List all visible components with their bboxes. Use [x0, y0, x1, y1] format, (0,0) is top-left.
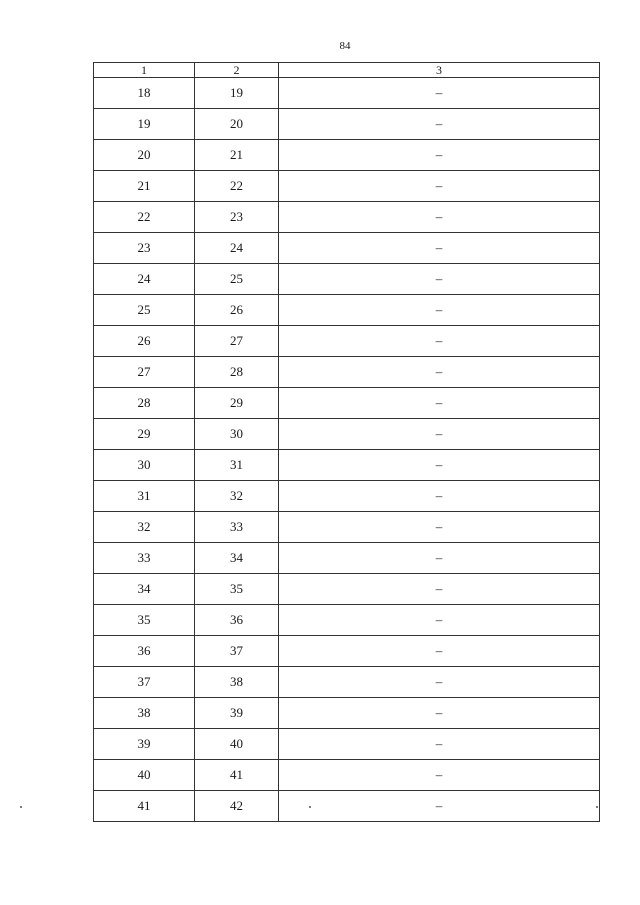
table-row: [94, 233, 600, 264]
cell-col-2: 28: [195, 357, 279, 388]
table-row: [94, 698, 600, 729]
cell-col-1: 21: [94, 171, 195, 202]
table-row: [94, 450, 600, 481]
cell-col-1: 20: [94, 140, 195, 171]
cell-col-2: 39: [195, 698, 279, 729]
cell-col-1: 22: [94, 202, 195, 233]
table-row: [94, 326, 600, 357]
cell-col-2: 21: [195, 140, 279, 171]
cell-col-1: 34: [94, 574, 195, 605]
cell-col-3: –: [279, 326, 600, 357]
cell-col-2: 40: [195, 729, 279, 760]
cell-col-2: 30: [195, 419, 279, 450]
cell-col-3: –: [279, 636, 600, 667]
cell-col-3: –: [279, 109, 600, 140]
cell-col-2: 31: [195, 450, 279, 481]
scan-speck: [596, 806, 598, 808]
cell-col-3: –: [279, 698, 600, 729]
cell-col-3: –: [279, 729, 600, 760]
cell-col-1: 35: [94, 605, 195, 636]
cell-col-1: 41: [94, 791, 195, 822]
cell-col-1: 40: [94, 760, 195, 791]
cell-col-1: 24: [94, 264, 195, 295]
table-row: [94, 140, 600, 171]
cell-col-2: 32: [195, 481, 279, 512]
cell-col-1: 38: [94, 698, 195, 729]
cell-col-2: 27: [195, 326, 279, 357]
cell-col-3: –: [279, 481, 600, 512]
cell-col-3: –: [279, 419, 600, 450]
cell-col-1: 36: [94, 636, 195, 667]
data-table: [93, 62, 600, 822]
cell-col-1: 37: [94, 667, 195, 698]
cell-col-1: 31: [94, 481, 195, 512]
cell-col-2: 34: [195, 543, 279, 574]
cell-col-3: –: [279, 574, 600, 605]
cell-col-2: 35: [195, 574, 279, 605]
cell-col-1: 28: [94, 388, 195, 419]
table-row: [94, 295, 600, 326]
column-header-2: 2: [195, 63, 279, 78]
table-header: [94, 63, 600, 78]
cell-col-2: 36: [195, 605, 279, 636]
cell-col-1: 30: [94, 450, 195, 481]
table-row: [94, 357, 600, 388]
scan-speck: [309, 806, 311, 808]
cell-col-3: –: [279, 295, 600, 326]
cell-col-1: 29: [94, 419, 195, 450]
table-row: [94, 419, 600, 450]
cell-col-1: 23: [94, 233, 195, 264]
scan-speck: [20, 806, 22, 808]
header-row: [94, 63, 600, 78]
cell-col-2: 20: [195, 109, 279, 140]
cell-col-1: 27: [94, 357, 195, 388]
cell-col-3: –: [279, 760, 600, 791]
cell-col-3: –: [279, 543, 600, 574]
cell-col-1: 25: [94, 295, 195, 326]
table-row: [94, 543, 600, 574]
cell-col-3: –: [279, 791, 600, 822]
cell-col-2: 19: [195, 78, 279, 109]
cell-col-1: 33: [94, 543, 195, 574]
cell-col-1: 19: [94, 109, 195, 140]
cell-col-1: 32: [94, 512, 195, 543]
cell-col-2: 29: [195, 388, 279, 419]
cell-col-2: 22: [195, 171, 279, 202]
cell-col-3: –: [279, 264, 600, 295]
table-row: [94, 388, 600, 419]
cell-col-2: 26: [195, 295, 279, 326]
cell-col-2: 24: [195, 233, 279, 264]
cell-col-2: 41: [195, 760, 279, 791]
column-header-1: 1: [94, 63, 195, 78]
cell-col-3: –: [279, 450, 600, 481]
cell-col-2: 25: [195, 264, 279, 295]
column-header-3: 3: [279, 63, 600, 78]
cell-col-3: –: [279, 388, 600, 419]
table-row: [94, 729, 600, 760]
table-row: [94, 636, 600, 667]
cell-col-3: –: [279, 512, 600, 543]
table-row: [94, 605, 600, 636]
table-row: [94, 264, 600, 295]
cell-col-3: –: [279, 78, 600, 109]
table-body: [94, 78, 600, 822]
cell-col-1: 26: [94, 326, 195, 357]
table-row: [94, 171, 600, 202]
cell-col-3: –: [279, 202, 600, 233]
cell-col-3: –: [279, 605, 600, 636]
table-row: [94, 791, 600, 822]
cell-col-2: 38: [195, 667, 279, 698]
cell-col-3: –: [279, 357, 600, 388]
table-row: [94, 512, 600, 543]
cell-col-3: –: [279, 667, 600, 698]
table-row: [94, 481, 600, 512]
table-row: [94, 78, 600, 109]
table-row: [94, 574, 600, 605]
cell-col-1: 18: [94, 78, 195, 109]
cell-col-2: 33: [195, 512, 279, 543]
cell-col-2: 23: [195, 202, 279, 233]
table-row: [94, 760, 600, 791]
cell-col-2: 37: [195, 636, 279, 667]
table-row: [94, 667, 600, 698]
cell-col-3: –: [279, 140, 600, 171]
page-number: 84: [339, 40, 351, 52]
cell-col-2: 42: [195, 791, 279, 822]
table-row: [94, 202, 600, 233]
cell-col-3: –: [279, 233, 600, 264]
cell-col-3: –: [279, 171, 600, 202]
cell-col-1: 39: [94, 729, 195, 760]
table-row: [94, 109, 600, 140]
